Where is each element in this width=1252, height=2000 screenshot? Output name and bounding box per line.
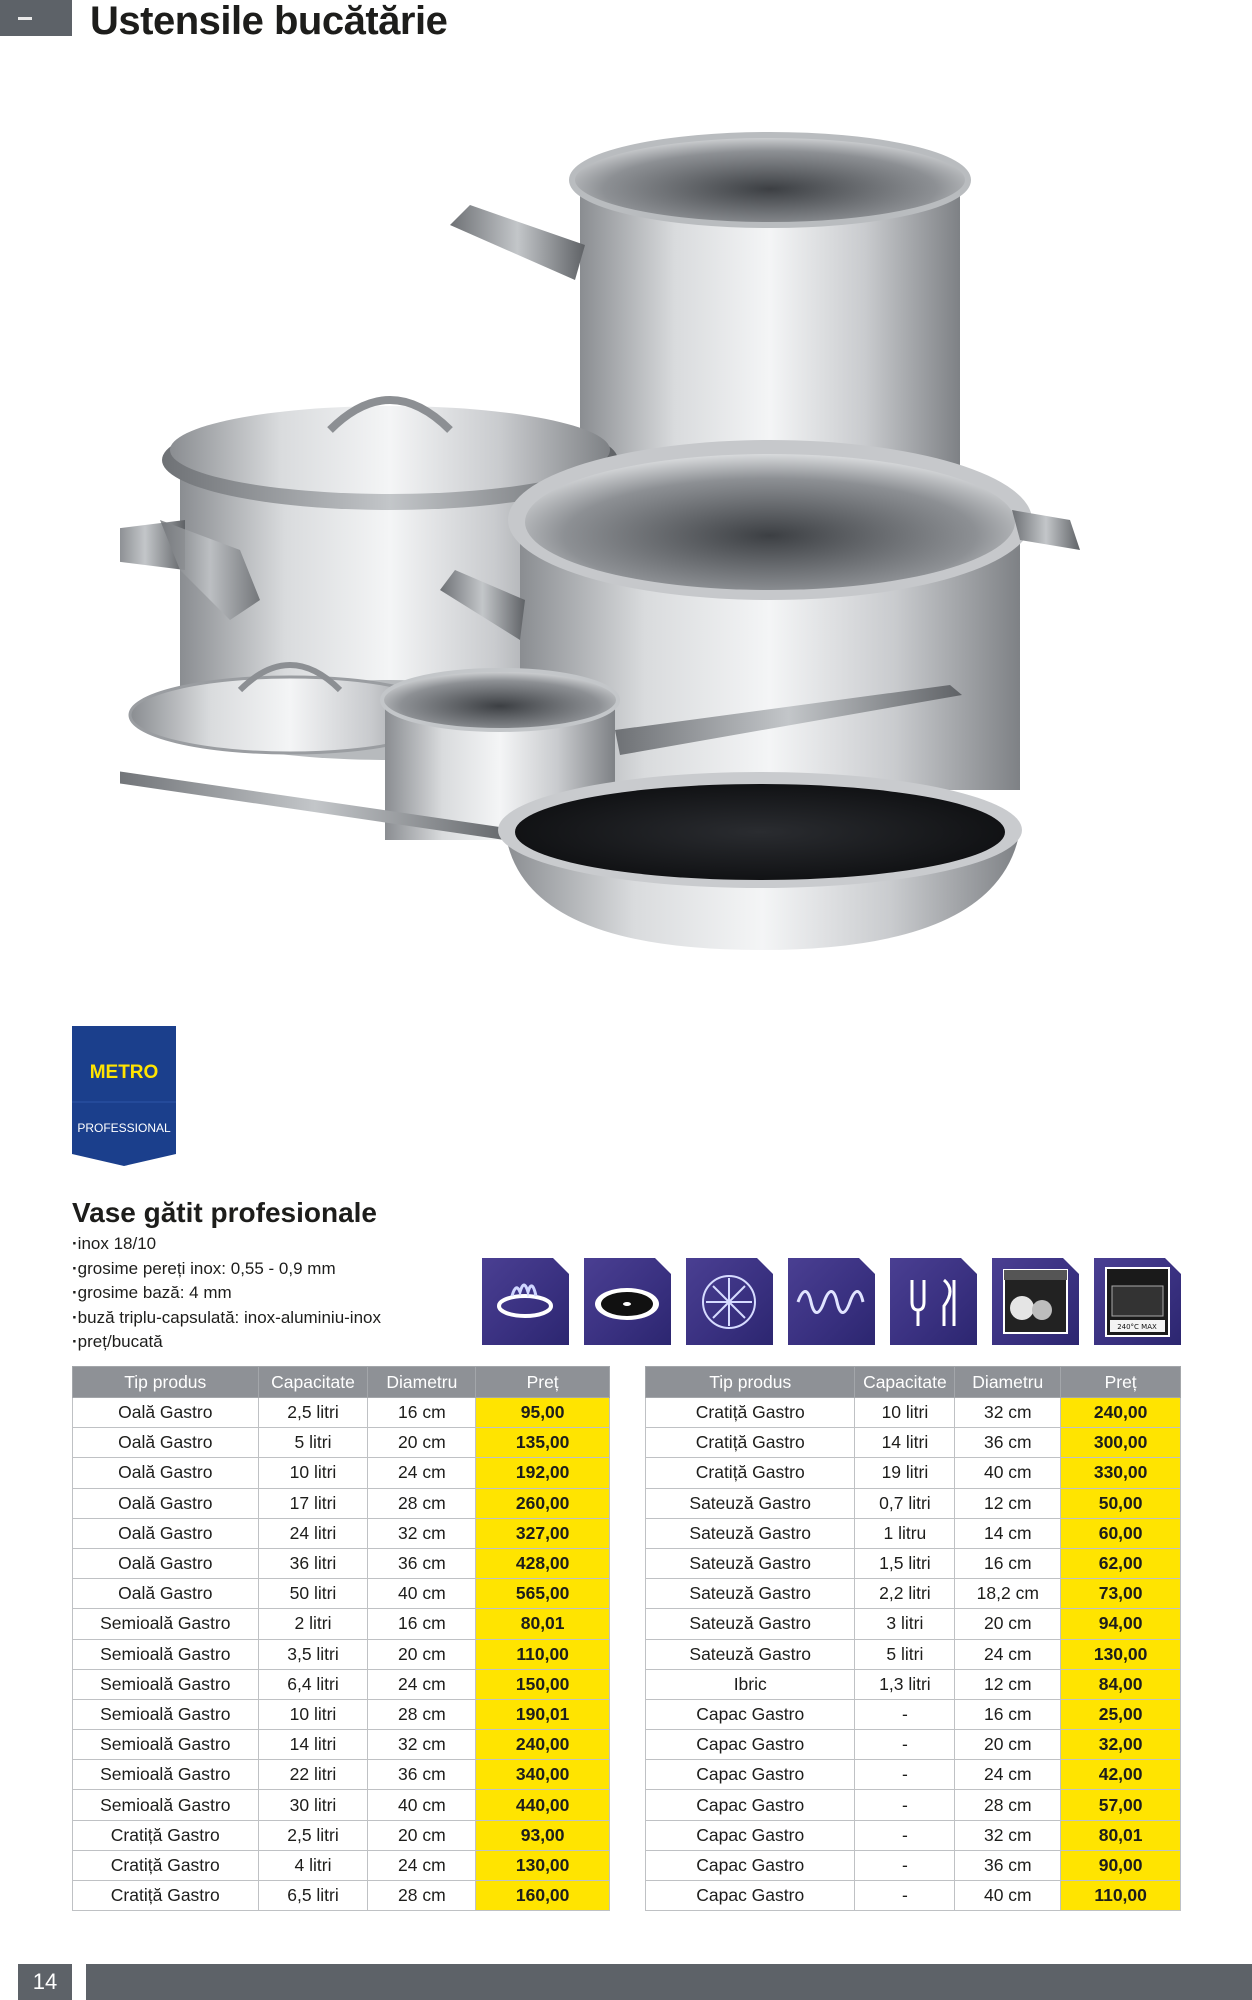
cell-price: 190,01 bbox=[476, 1699, 610, 1729]
cell-price: 80,01 bbox=[1061, 1820, 1181, 1850]
table-row bbox=[646, 1760, 1181, 1790]
cell-price: 32,00 bbox=[1061, 1730, 1181, 1760]
cell-capacity: 5 litri bbox=[258, 1428, 368, 1458]
cell-diameter: 24 cm bbox=[955, 1760, 1061, 1790]
cell-price: 260,00 bbox=[476, 1488, 610, 1518]
col-header-type: Tip produs bbox=[646, 1367, 855, 1398]
cell-type: Oală Gastro bbox=[73, 1458, 259, 1488]
cell-type: Cratiță Gastro bbox=[73, 1820, 259, 1850]
table-row bbox=[646, 1609, 1181, 1639]
page-title: Ustensile bucătărie bbox=[90, 0, 448, 43]
product-title: Vase gătit profesionale bbox=[72, 1197, 377, 1228]
table-row bbox=[646, 1850, 1181, 1880]
cell-capacity: 2,5 litri bbox=[258, 1820, 368, 1850]
header-tab bbox=[0, 0, 72, 36]
table-row bbox=[73, 1609, 610, 1639]
cell-type: Oală Gastro bbox=[73, 1488, 259, 1518]
cell-diameter: 40 cm bbox=[955, 1881, 1061, 1911]
cell-price: 150,00 bbox=[476, 1669, 610, 1699]
cell-diameter: 16 cm bbox=[368, 1609, 476, 1639]
cell-capacity: - bbox=[855, 1760, 955, 1790]
svg-text:PROFESSIONAL: PROFESSIONAL bbox=[77, 1121, 171, 1135]
feature-item: · grosime pereți inox: 0,55 - 0,9 mm bbox=[72, 1257, 381, 1282]
cell-price: 60,00 bbox=[1061, 1518, 1181, 1548]
table-row bbox=[646, 1881, 1181, 1911]
table-row bbox=[646, 1639, 1181, 1669]
cookware-photo bbox=[120, 130, 1160, 1130]
table-row bbox=[646, 1548, 1181, 1578]
cell-capacity: 5 litri bbox=[855, 1639, 955, 1669]
cell-type: Cratiță Gastro bbox=[646, 1398, 855, 1428]
cell-price: 160,00 bbox=[476, 1881, 610, 1911]
table-header-row bbox=[646, 1367, 1181, 1398]
cell-type: Capac Gastro bbox=[646, 1730, 855, 1760]
col-header-diameter: Diametru bbox=[368, 1367, 476, 1398]
svg-text:METRO: METRO bbox=[89, 1062, 159, 1083]
table-row bbox=[646, 1518, 1181, 1548]
table-row bbox=[646, 1730, 1181, 1760]
cell-capacity: 10 litri bbox=[258, 1699, 368, 1729]
cell-diameter: 36 cm bbox=[368, 1760, 476, 1790]
col-header-price: Preț bbox=[1061, 1367, 1181, 1398]
cell-capacity: 10 litri bbox=[855, 1398, 955, 1428]
cell-price: 130,00 bbox=[1061, 1639, 1181, 1669]
cell-capacity: 4 litri bbox=[258, 1850, 368, 1880]
cell-diameter: 28 cm bbox=[368, 1699, 476, 1729]
table-row bbox=[73, 1579, 610, 1609]
cell-capacity: 0,7 litri bbox=[855, 1488, 955, 1518]
cell-diameter: 16 cm bbox=[368, 1398, 476, 1428]
cell-type: Sateuză Gastro bbox=[646, 1548, 855, 1578]
cell-type: Capac Gastro bbox=[646, 1790, 855, 1820]
cell-capacity: - bbox=[855, 1820, 955, 1850]
cell-capacity: 2,2 litri bbox=[855, 1579, 955, 1609]
cell-diameter: 24 cm bbox=[368, 1850, 476, 1880]
cell-capacity: - bbox=[855, 1730, 955, 1760]
cell-type: Sateuză Gastro bbox=[646, 1488, 855, 1518]
cell-type: Semioală Gastro bbox=[73, 1609, 259, 1639]
table-row bbox=[73, 1820, 610, 1850]
cell-type: Semioală Gastro bbox=[73, 1639, 259, 1669]
cell-diameter: 40 cm bbox=[368, 1790, 476, 1820]
cell-price: 300,00 bbox=[1061, 1428, 1181, 1458]
cell-type: Semioală Gastro bbox=[73, 1669, 259, 1699]
cell-diameter: 24 cm bbox=[368, 1669, 476, 1699]
table-row bbox=[646, 1398, 1181, 1428]
table-row bbox=[73, 1428, 610, 1458]
cell-type: Sateuză Gastro bbox=[646, 1609, 855, 1639]
cell-type: Capac Gastro bbox=[646, 1881, 855, 1911]
cell-diameter: 20 cm bbox=[955, 1609, 1061, 1639]
cell-capacity: 14 litri bbox=[855, 1428, 955, 1458]
page-number: 14 bbox=[18, 1964, 72, 2000]
cell-price: 440,00 bbox=[476, 1790, 610, 1820]
cell-diameter: 12 cm bbox=[955, 1488, 1061, 1518]
table-row bbox=[73, 1730, 610, 1760]
cell-capacity: 10 litri bbox=[258, 1458, 368, 1488]
price-table-right bbox=[645, 1366, 1181, 1911]
cell-capacity: 3 litri bbox=[855, 1609, 955, 1639]
cell-diameter: 14 cm bbox=[955, 1518, 1061, 1548]
cell-capacity: 14 litri bbox=[258, 1730, 368, 1760]
price-table-left bbox=[72, 1366, 610, 1911]
table-row bbox=[73, 1398, 610, 1428]
electric-plate-icon bbox=[584, 1258, 671, 1345]
col-header-capacity: Capacitate bbox=[855, 1367, 955, 1398]
cell-type: Semioală Gastro bbox=[73, 1760, 259, 1790]
col-header-capacity: Capacitate bbox=[258, 1367, 368, 1398]
dishwasher-icon bbox=[992, 1258, 1079, 1345]
cell-type: Oală Gastro bbox=[73, 1579, 259, 1609]
cell-diameter: 20 cm bbox=[955, 1730, 1061, 1760]
table-row bbox=[73, 1669, 610, 1699]
cell-type: Capac Gastro bbox=[646, 1699, 855, 1729]
cell-price: 192,00 bbox=[476, 1458, 610, 1488]
cell-diameter: 40 cm bbox=[368, 1579, 476, 1609]
cell-capacity: 2,5 litri bbox=[258, 1398, 368, 1428]
cell-diameter: 18,2 cm bbox=[955, 1579, 1061, 1609]
cell-diameter: 24 cm bbox=[955, 1639, 1061, 1669]
cell-diameter: 28 cm bbox=[368, 1488, 476, 1518]
cell-type: Sateuză Gastro bbox=[646, 1639, 855, 1669]
cell-type: Cratiță Gastro bbox=[73, 1850, 259, 1880]
cell-price: 327,00 bbox=[476, 1518, 610, 1548]
cell-type: Oală Gastro bbox=[73, 1518, 259, 1548]
cell-capacity: 2 litri bbox=[258, 1609, 368, 1639]
cell-type: Capac Gastro bbox=[646, 1760, 855, 1790]
cell-capacity: 22 litri bbox=[258, 1760, 368, 1790]
footer-bar bbox=[86, 1964, 1252, 2000]
col-header-diameter: Diametru bbox=[955, 1367, 1061, 1398]
cell-type: Oală Gastro bbox=[73, 1428, 259, 1458]
cell-type: Sateuză Gastro bbox=[646, 1518, 855, 1548]
cell-price: 94,00 bbox=[1061, 1609, 1181, 1639]
table-row bbox=[73, 1790, 610, 1820]
oven-240c-icon bbox=[1094, 1258, 1181, 1345]
cell-diameter: 28 cm bbox=[368, 1881, 476, 1911]
gas-stove-icon bbox=[482, 1258, 569, 1345]
cell-price: 80,01 bbox=[476, 1609, 610, 1639]
cell-price: 110,00 bbox=[1061, 1881, 1181, 1911]
cell-type: Cratiță Gastro bbox=[646, 1458, 855, 1488]
cell-type: Oală Gastro bbox=[73, 1548, 259, 1578]
cell-price: 95,00 bbox=[476, 1398, 610, 1428]
cell-type: Ibric bbox=[646, 1669, 855, 1699]
cell-price: 240,00 bbox=[1061, 1398, 1181, 1428]
cell-capacity: 1,5 litri bbox=[855, 1548, 955, 1578]
cell-diameter: 16 cm bbox=[955, 1548, 1061, 1578]
metro-professional-logo bbox=[72, 1026, 176, 1166]
cell-type: Capac Gastro bbox=[646, 1850, 855, 1880]
cell-type: Semioală Gastro bbox=[73, 1790, 259, 1820]
cell-diameter: 24 cm bbox=[368, 1458, 476, 1488]
cell-diameter: 32 cm bbox=[955, 1820, 1061, 1850]
table-row bbox=[73, 1458, 610, 1488]
cell-diameter: 32 cm bbox=[955, 1398, 1061, 1428]
cell-capacity: 50 litri bbox=[258, 1579, 368, 1609]
cell-type: Semioală Gastro bbox=[73, 1730, 259, 1760]
cell-price: 565,00 bbox=[476, 1579, 610, 1609]
table-row bbox=[73, 1548, 610, 1578]
table-row bbox=[646, 1790, 1181, 1820]
feature-item: · buză triplu-capsulată: inox-aluminiu-inox bbox=[72, 1306, 381, 1331]
cell-diameter: 16 cm bbox=[955, 1699, 1061, 1729]
col-header-type: Tip produs bbox=[73, 1367, 259, 1398]
table-row bbox=[73, 1488, 610, 1518]
induction-icon bbox=[890, 1258, 977, 1345]
cell-type: Cratiță Gastro bbox=[646, 1428, 855, 1458]
table-row bbox=[646, 1699, 1181, 1729]
table-row bbox=[646, 1458, 1181, 1488]
cell-type: Cratiță Gastro bbox=[73, 1881, 259, 1911]
feature-item: · inox 18/10 bbox=[72, 1232, 381, 1257]
table-row bbox=[646, 1488, 1181, 1518]
cell-diameter: 12 cm bbox=[955, 1669, 1061, 1699]
cell-price: 50,00 bbox=[1061, 1488, 1181, 1518]
cell-capacity: 6,4 litri bbox=[258, 1669, 368, 1699]
cell-diameter: 20 cm bbox=[368, 1639, 476, 1669]
col-header-price: Preț bbox=[476, 1367, 610, 1398]
cell-capacity: 1 litru bbox=[855, 1518, 955, 1548]
cell-price: 130,00 bbox=[476, 1850, 610, 1880]
cell-capacity: 3,5 litri bbox=[258, 1639, 368, 1669]
feature-item: · preț/bucată bbox=[72, 1330, 381, 1355]
cell-price: 25,00 bbox=[1061, 1699, 1181, 1729]
table-row bbox=[646, 1579, 1181, 1609]
table-row bbox=[646, 1669, 1181, 1699]
oven-temp-label: 240°C MAX bbox=[1117, 1323, 1157, 1331]
table-row bbox=[73, 1760, 610, 1790]
cell-diameter: 20 cm bbox=[368, 1428, 476, 1458]
cell-capacity: - bbox=[855, 1850, 955, 1880]
cell-type: Oală Gastro bbox=[73, 1398, 259, 1428]
cell-price: 73,00 bbox=[1061, 1579, 1181, 1609]
hob-compatibility-icons bbox=[482, 1258, 1181, 1345]
cell-diameter: 32 cm bbox=[368, 1730, 476, 1760]
cell-capacity: 17 litri bbox=[258, 1488, 368, 1518]
halogen-coil-icon bbox=[788, 1258, 875, 1345]
cell-price: 90,00 bbox=[1061, 1850, 1181, 1880]
feature-item: · grosime bază: 4 mm bbox=[72, 1281, 381, 1306]
table-header-row bbox=[73, 1367, 610, 1398]
cell-price: 428,00 bbox=[476, 1548, 610, 1578]
cell-price: 42,00 bbox=[1061, 1760, 1181, 1790]
table-row bbox=[73, 1518, 610, 1548]
table-row bbox=[73, 1699, 610, 1729]
feature-list bbox=[72, 1232, 381, 1355]
ceramic-hob-icon bbox=[686, 1258, 773, 1345]
cell-type: Semioală Gastro bbox=[73, 1699, 259, 1729]
cell-price: 93,00 bbox=[476, 1820, 610, 1850]
cell-price: 110,00 bbox=[476, 1639, 610, 1669]
cell-price: 62,00 bbox=[1061, 1548, 1181, 1578]
table-row bbox=[73, 1850, 610, 1880]
cell-price: 340,00 bbox=[476, 1760, 610, 1790]
menu-mark-icon bbox=[18, 17, 32, 20]
cell-price: 240,00 bbox=[476, 1730, 610, 1760]
cell-diameter: 36 cm bbox=[955, 1428, 1061, 1458]
cell-diameter: 40 cm bbox=[955, 1458, 1061, 1488]
cell-type: Capac Gastro bbox=[646, 1820, 855, 1850]
cell-diameter: 36 cm bbox=[955, 1850, 1061, 1880]
cell-capacity: 24 litri bbox=[258, 1518, 368, 1548]
cell-type: Sateuză Gastro bbox=[646, 1579, 855, 1609]
table-row bbox=[73, 1881, 610, 1911]
cell-diameter: 36 cm bbox=[368, 1548, 476, 1578]
cell-capacity: - bbox=[855, 1881, 955, 1911]
table-row bbox=[73, 1639, 610, 1669]
cell-diameter: 28 cm bbox=[955, 1790, 1061, 1820]
cell-price: 57,00 bbox=[1061, 1790, 1181, 1820]
cell-capacity: 36 litri bbox=[258, 1548, 368, 1578]
cell-capacity: 19 litri bbox=[855, 1458, 955, 1488]
cell-capacity: - bbox=[855, 1699, 955, 1729]
cell-capacity: 1,3 litri bbox=[855, 1669, 955, 1699]
cell-price: 84,00 bbox=[1061, 1669, 1181, 1699]
cell-capacity: 6,5 litri bbox=[258, 1881, 368, 1911]
cell-capacity: 30 litri bbox=[258, 1790, 368, 1820]
table-row bbox=[646, 1428, 1181, 1458]
cell-price: 330,00 bbox=[1061, 1458, 1181, 1488]
cell-diameter: 32 cm bbox=[368, 1518, 476, 1548]
table-row bbox=[646, 1820, 1181, 1850]
cell-price: 135,00 bbox=[476, 1428, 610, 1458]
cell-diameter: 20 cm bbox=[368, 1820, 476, 1850]
cell-capacity: - bbox=[855, 1790, 955, 1820]
